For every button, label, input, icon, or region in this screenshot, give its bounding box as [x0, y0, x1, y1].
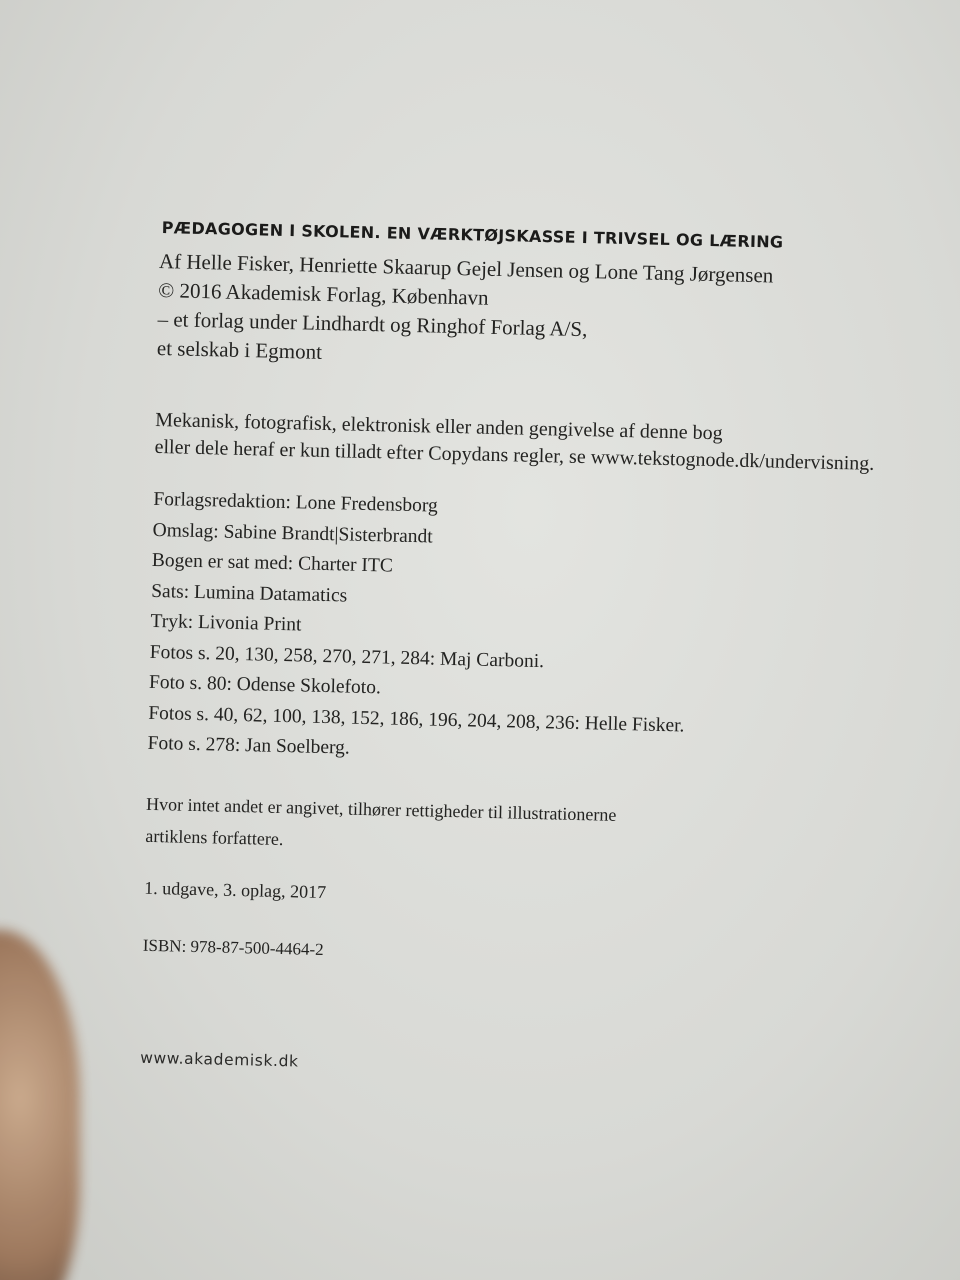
credit-line: Bogen er sat med: Charter ITC — [151, 549, 394, 577]
credit-line: Foto s. 80: Odense Skolefoto. — [148, 671, 382, 699]
publisher-line: – et forlag under Lindhardt og Ringhof Forlag A/S, — [157, 306, 588, 342]
credit-line: Foto s. 278: Jan Soelberg. — [147, 732, 351, 759]
copyright-line: © 2016 Akademisk Forlag, København — [158, 277, 489, 310]
isbn-line: ISBN: 978-87-500-4464-2 — [142, 935, 324, 959]
credits-list — [147, 485, 943, 778]
legal-line: Mekanisk, fotografisk, elektronisk eller anden gengivelse af denne bog — [154, 408, 723, 445]
publisher-line: et selskab i Egmont — [156, 335, 323, 364]
rights-line: artiklens forfattere. — [145, 825, 284, 849]
credit-line: Fotos s. 20, 130, 258, 270, 271, 284: Maj Carboni. — [149, 641, 545, 672]
credit-line: Omslag: Sabine Brandt|Sisterbrandt — [152, 519, 433, 548]
legal-notice — [154, 407, 945, 480]
credit-line: Forlagsredaktion: Lone Fredensborg — [153, 488, 439, 517]
legal-line: eller dele heraf er kun tilladt efter Copydans regler, se www.tekstognode.dk/undervisning. — [154, 435, 875, 475]
rights-line: Hvor intet andet er angivet, tilhører rettigheder til illustrationerne — [145, 793, 617, 825]
credit-line: Sats: Lumina Datamatics — [150, 580, 348, 607]
edition-line: 1. udgave, 3. oplag, 2017 — [143, 877, 327, 902]
authors-line: Af Helle Fisker, Henriette Skaarup Gejel Jensen og Lone Tang Jørgensen — [158, 248, 774, 288]
website-line: www.akademisk.dk — [140, 1048, 299, 1070]
book-title: PÆDAGOGEN I SKOLEN. EN VÆRKTØJSKASSE I TRIVSEL OG LÆRING — [161, 218, 784, 252]
rights-notice — [145, 787, 936, 870]
credit-line: Tryk: Livonia Print — [150, 610, 302, 636]
finger-shadow — [0, 930, 80, 1280]
colophon — [140, 218, 950, 1091]
credit-line: Fotos s. 40, 62, 100, 138, 152, 186, 196, 204, 208, 236: Helle Fisker. — [148, 702, 685, 736]
